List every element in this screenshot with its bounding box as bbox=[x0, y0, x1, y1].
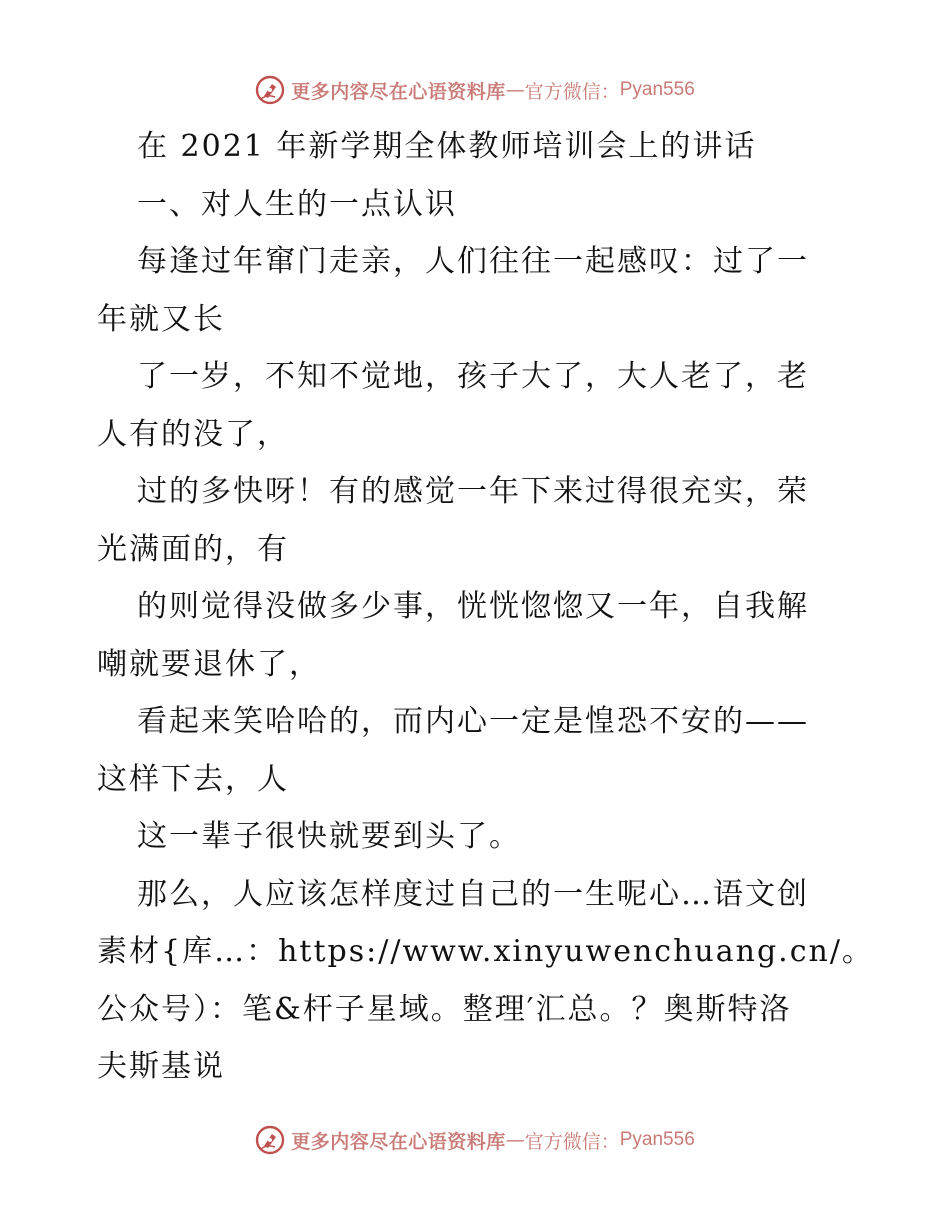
header-banner bbox=[0, 68, 950, 112]
banner-title: 更多内容尽在心语资料库 bbox=[291, 80, 506, 103]
banner-wechat-label: 官方微信： bbox=[524, 80, 620, 103]
banner-title: 更多内容尽在心语资料库 bbox=[291, 1130, 506, 1153]
pen-nib-logo-icon bbox=[255, 75, 285, 105]
paragraph-line: 嘲就要退休了， bbox=[97, 646, 321, 682]
footer-banner bbox=[0, 1118, 950, 1162]
paragraph-line: 年就又长 bbox=[97, 301, 225, 337]
paragraph-line: 夫斯基说 bbox=[97, 1049, 225, 1084]
document-title: 在 2021 年新学期全体教师培训会上的讲话 bbox=[137, 129, 757, 164]
paragraph-line: 的则觉得没做多少事，恍恍惚惚又一年，自我解 bbox=[137, 589, 809, 624]
paragraph-line: 素材{库…：https://www.xinyuwenchuang.cn/。 bbox=[97, 934, 874, 969]
pen-nib-logo-icon bbox=[255, 1125, 285, 1155]
banner-wechat-id: Pyan556 bbox=[619, 79, 695, 100]
paragraph-line: 这样下去，人 bbox=[97, 761, 289, 797]
paragraph-line: 光满面的，有 bbox=[97, 531, 289, 567]
paragraph-line: 看起来笑哈哈的，而内心一定是惶恐不安的—— bbox=[137, 704, 809, 739]
banner-wechat-label: 官方微信： bbox=[524, 1130, 620, 1153]
paragraph-line: 人有的没了， bbox=[97, 416, 289, 452]
paragraph-line: 这一辈子很快就要到头了。 bbox=[137, 819, 521, 854]
document-body bbox=[97, 118, 874, 1096]
paragraph-line: 了一岁，不知不觉地，孩子大了，大人老了，老 bbox=[137, 359, 809, 394]
paragraph-line: 过的多快呀！有的感觉一年下来过得很充实，荣 bbox=[137, 474, 809, 509]
banner-separator: — bbox=[505, 79, 525, 101]
banner-wechat-id: Pyan556 bbox=[619, 1129, 695, 1150]
paragraph-line: 公众号）：笔&杆子星域。整理′汇总。？奥斯特洛 bbox=[97, 991, 792, 1027]
paragraph-line: 那么，人应该怎样度过自己的一生呢心…语文创 bbox=[137, 876, 809, 912]
banner-separator: — bbox=[505, 1129, 525, 1151]
paragraph-line: 每逢过年窜门走亲，人们往往一起感叹：过了一 bbox=[137, 244, 809, 279]
section-heading: 一、对人生的一点认识 bbox=[137, 186, 457, 222]
